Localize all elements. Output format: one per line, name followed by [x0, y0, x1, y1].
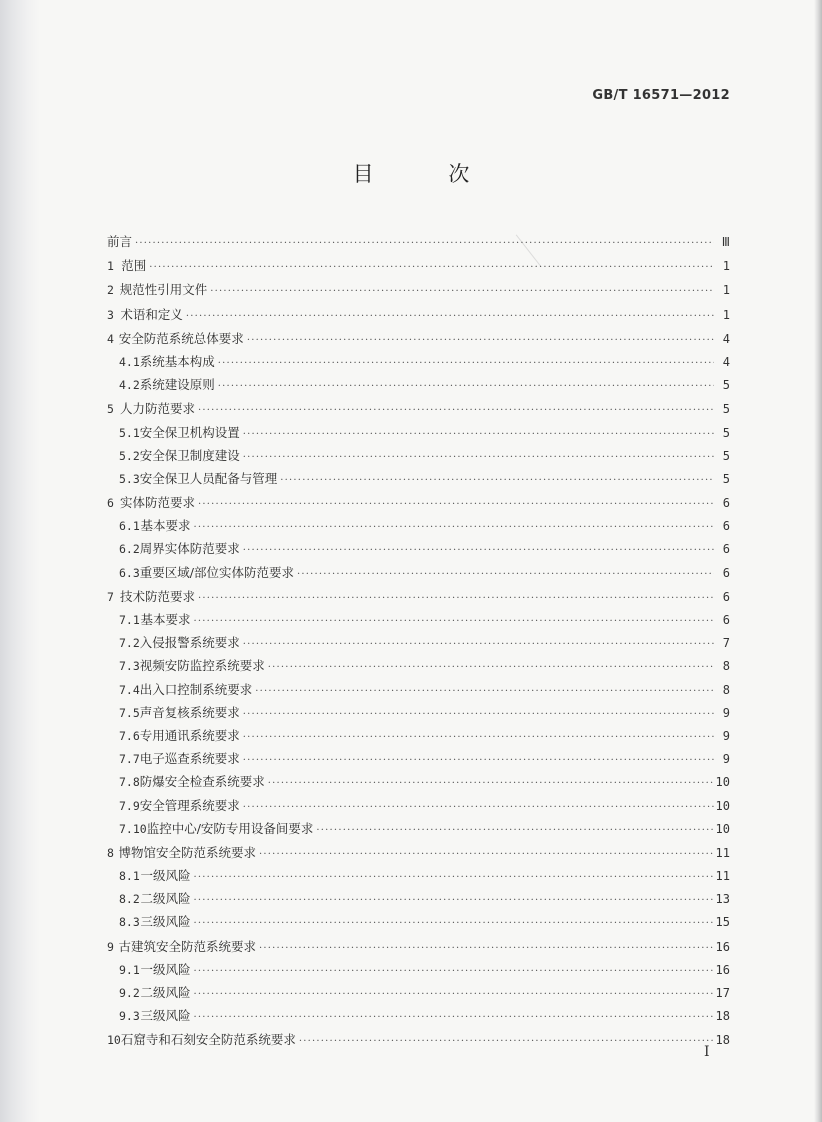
toc-entry-label: 监控中心/安防专用设备间要求 — [146, 820, 314, 836]
toc-dot-leader — [218, 375, 714, 398]
toc-dot-leader — [247, 329, 714, 352]
toc-dot-leader — [243, 726, 714, 749]
toc-entry-number: 8.2 — [119, 892, 140, 907]
toc-dot-leader — [243, 423, 714, 446]
toc-entry-label: 范围 — [121, 258, 147, 274]
toc-entry-label: 视频安防监控系统要求 — [139, 658, 265, 674]
toc-entry-number: 7.8 — [119, 775, 140, 790]
toc-entry-number: 1 — [107, 259, 114, 274]
toc-entry-number: 5.2 — [119, 448, 140, 463]
toc-entry-page: 16 — [715, 939, 730, 954]
toc-entry-label: 石窟寺和石刻安全防范系统要求 — [120, 1032, 296, 1048]
toc-entry[interactable] — [107, 958, 730, 981]
toc-entry[interactable] — [107, 491, 730, 514]
toc-entry-page: 4 — [722, 354, 730, 369]
toc-entry-label: 安全保卫人员配备与管理 — [139, 470, 278, 486]
toc-entry-page: 4 — [722, 331, 730, 346]
toc-entry-page: 9 — [722, 705, 730, 720]
toc-entry[interactable] — [107, 981, 730, 1004]
toc-entry[interactable] — [107, 910, 730, 933]
toc-entry[interactable] — [107, 373, 730, 396]
toc-entry-label: 技术防范要求 — [120, 588, 196, 604]
toc-entry-label: 二级风险 — [140, 985, 191, 1000]
toc-entry-label: 电子巡查系统要求 — [139, 751, 240, 767]
toc-entry-label: 重要区域/部位实体防范要求 — [139, 564, 294, 580]
toc-entry-number: 5 — [107, 402, 114, 417]
toc-entry[interactable] — [107, 254, 730, 277]
toc-dot-leader — [243, 539, 714, 562]
toc-entry[interactable] — [107, 770, 730, 793]
toc-entry[interactable] — [107, 421, 730, 444]
toc-entry-label: 周界实体防范要求 — [139, 541, 240, 557]
toc-dot-leader — [194, 983, 714, 1006]
toc-entry-page: 9 — [722, 752, 730, 767]
toc-entry-label: 入侵报警系统要求 — [139, 635, 240, 651]
toc-entry-number: 10 — [107, 1033, 121, 1048]
toc-title: 目 次 — [352, 162, 504, 186]
toc-entry-page: 11 — [715, 845, 730, 860]
toc-dot-leader — [198, 587, 714, 610]
toc-dot-leader — [268, 772, 714, 795]
toc-entry-page: 10 — [715, 821, 730, 836]
toc-entry-page: 1 — [722, 307, 730, 322]
toc-entry-label: 一级风险 — [140, 868, 191, 884]
toc-entry[interactable] — [107, 537, 730, 560]
toc-dot-leader — [198, 493, 714, 516]
toc-dot-leader — [194, 1006, 714, 1029]
toc-entry-number: 9 — [107, 939, 114, 954]
toc-entry[interactable] — [107, 935, 730, 958]
toc-entry-page: 6 — [722, 613, 730, 627]
toc-entry[interactable] — [107, 514, 730, 537]
toc-dot-leader — [194, 610, 714, 633]
toc-entry-page: 5 — [722, 448, 730, 463]
toc-entry-label: 人力防范要求 — [120, 401, 196, 417]
toc-entry-number: 9.2 — [119, 986, 140, 1000]
toc-entry-page: 7 — [722, 636, 730, 651]
toc-dot-leader — [218, 352, 714, 375]
toc-entry-number: 7.3 — [119, 659, 140, 674]
toc-entry-label: 三级风险 — [140, 1008, 191, 1024]
toc-entry[interactable] — [107, 841, 730, 864]
toc-dot-leader — [255, 680, 714, 703]
toc-entry[interactable] — [107, 794, 730, 817]
toc-entry[interactable] — [107, 585, 730, 608]
toc-entry-number: 7.4 — [119, 682, 140, 697]
toc-entry-page: 1 — [722, 259, 730, 274]
toc-entry-page: 5 — [722, 425, 730, 440]
toc-entry-page: 6 — [722, 542, 730, 557]
toc-entry-page: 15 — [715, 915, 730, 930]
toc-entry[interactable] — [107, 631, 730, 654]
toc-entry[interactable] — [107, 303, 730, 326]
toc-entry[interactable] — [107, 747, 730, 770]
toc-entry-label: 三级风险 — [140, 914, 191, 930]
toc-entry-label: 古建筑安全防范系统要求 — [118, 938, 256, 954]
toc-entry-number: 6 — [107, 496, 114, 511]
toc-entry-page: 11 — [715, 869, 730, 884]
toc-entry[interactable] — [107, 230, 730, 253]
toc-dot-leader — [194, 516, 714, 539]
footer-page-number: I — [704, 1044, 710, 1060]
toc-entry-number: 5.3 — [119, 471, 140, 486]
toc-entry-page: 17 — [715, 986, 730, 1000]
toc-dot-leader — [149, 256, 714, 279]
toc-dot-leader — [243, 749, 714, 772]
toc-entry[interactable] — [107, 1028, 730, 1051]
toc-entry-page: 5 — [722, 402, 730, 417]
toc-dot-leader — [316, 819, 713, 842]
toc-entry-label: 一级风险 — [140, 961, 191, 977]
toc-entry-number: 6.3 — [119, 565, 140, 580]
toc-entry-number: 2 — [107, 283, 114, 298]
toc-entry[interactable] — [107, 701, 730, 724]
toc-dot-leader — [243, 703, 714, 726]
toc-entry-number: 7.1 — [119, 613, 140, 627]
toc-entry-page: 18 — [715, 1009, 730, 1024]
toc-entry-label: 专用通讯系统要求 — [139, 727, 240, 743]
toc-entry[interactable] — [107, 654, 730, 677]
toc-entry-label: 术语和定义 — [120, 306, 183, 322]
toc-dot-leader — [194, 889, 714, 912]
toc-entry-number: 7.5 — [119, 705, 140, 720]
toc-entry-page: 18 — [715, 1033, 730, 1048]
toc-entry-page: 6 — [722, 519, 730, 534]
table-of-contents — [107, 230, 730, 1052]
toc-entry-label: 规范性引用文件 — [119, 282, 208, 298]
toc-entry[interactable] — [107, 678, 730, 701]
toc-dot-leader — [210, 280, 714, 303]
toc-entry-number: 5.1 — [119, 425, 140, 440]
toc-entry-label: 博物馆安全防范系统要求 — [118, 844, 256, 860]
toc-entry-page: 6 — [722, 496, 730, 511]
toc-entry[interactable] — [107, 1004, 730, 1027]
toc-dot-leader — [299, 1030, 714, 1053]
toc-entry[interactable] — [107, 327, 730, 350]
toc-entry[interactable] — [107, 887, 730, 910]
toc-entry-label: 二级风险 — [140, 891, 191, 907]
toc-dot-leader — [194, 866, 714, 889]
toc-entry[interactable] — [107, 444, 730, 467]
toc-entry-number: 9.1 — [119, 962, 140, 977]
toc-entry-number: 7.6 — [119, 728, 140, 743]
toc-entry-page: 6 — [722, 589, 730, 604]
toc-entry-number: 6.2 — [119, 542, 140, 557]
toc-entry-page: 13 — [715, 892, 730, 907]
toc-entry-label: 安全保卫制度建设 — [139, 447, 240, 463]
toc-entry[interactable] — [107, 608, 730, 631]
toc-entry-label: 安全管理系统要求 — [139, 797, 240, 813]
toc-dot-leader — [243, 633, 714, 656]
toc-entry-number: 4 — [107, 331, 114, 346]
toc-dot-leader — [135, 232, 714, 255]
toc-entry[interactable] — [107, 397, 730, 420]
toc-entry[interactable] — [107, 864, 730, 887]
toc-entry-page: Ⅲ — [721, 235, 730, 249]
toc-entry-label: 出入口控制系统要求 — [139, 681, 253, 697]
toc-entry-number: 8.1 — [119, 869, 140, 884]
toc-entry-page: 10 — [715, 798, 730, 813]
toc-dot-leader — [297, 563, 714, 586]
toc-entry-page: 9 — [722, 728, 730, 743]
toc-entry-label: 基本要求 — [140, 612, 191, 627]
toc-entry[interactable] — [107, 724, 730, 747]
toc-entry-label: 系统基本构成 — [139, 353, 215, 369]
toc-entry-number: 7.10 — [119, 821, 147, 836]
toc-entry-number: 7.2 — [119, 636, 140, 651]
toc-entry-page: 8 — [722, 682, 730, 697]
toc-dot-leader — [280, 469, 714, 492]
toc-entry-page: 10 — [715, 775, 730, 790]
toc-entry-page: 5 — [722, 378, 730, 393]
toc-entry-number: 8.3 — [119, 915, 140, 930]
toc-entry-number: 4.1 — [119, 354, 140, 369]
toc-entry-label: 安全保卫机构设置 — [139, 424, 240, 440]
standard-number: GB/T 16571—2012 — [592, 88, 730, 103]
toc-entry-number: 7 — [107, 589, 114, 604]
toc-dot-leader — [243, 446, 714, 469]
toc-entry-label: 防爆安全检查系统要求 — [139, 774, 265, 790]
toc-entry-number: 4.2 — [119, 378, 140, 393]
toc-dot-leader — [243, 796, 714, 819]
toc-entry[interactable] — [107, 817, 730, 840]
toc-entry[interactable] — [107, 467, 730, 490]
toc-dot-leader — [194, 960, 714, 983]
toc-entry-label: 实体防范要求 — [120, 495, 196, 511]
toc-dot-leader — [186, 305, 714, 328]
toc-dot-leader — [259, 843, 714, 866]
toc-entry-label: 安全防范系统总体要求 — [118, 330, 244, 346]
toc-entry[interactable] — [107, 278, 730, 301]
toc-entry-number: 9.3 — [119, 1009, 140, 1024]
toc-entry-page: 6 — [722, 565, 730, 580]
toc-entry-label: 系统建设原则 — [139, 377, 215, 393]
toc-entry-number: 8 — [107, 845, 114, 860]
toc-entry-label: 基本要求 — [140, 518, 191, 534]
toc-dot-leader — [268, 656, 714, 679]
toc-entry-label: 前言 — [107, 234, 133, 249]
toc-entry-page: 16 — [715, 962, 730, 977]
toc-entry[interactable] — [107, 350, 730, 373]
toc-entry-number: 3 — [107, 307, 114, 322]
toc-entry-page: 8 — [722, 659, 730, 674]
toc-entry-number: 7.7 — [119, 752, 140, 767]
toc-dot-leader — [194, 912, 714, 935]
toc-entry-number: 7.9 — [119, 798, 140, 813]
toc-entry-number: 6.1 — [119, 519, 140, 534]
toc-entry-page: 5 — [722, 471, 730, 486]
toc-entry-label: 声音复核系统要求 — [139, 704, 240, 720]
toc-entry-page: 1 — [722, 283, 730, 298]
toc-entry[interactable] — [107, 561, 730, 584]
toc-dot-leader — [259, 937, 714, 960]
toc-dot-leader — [198, 399, 714, 422]
